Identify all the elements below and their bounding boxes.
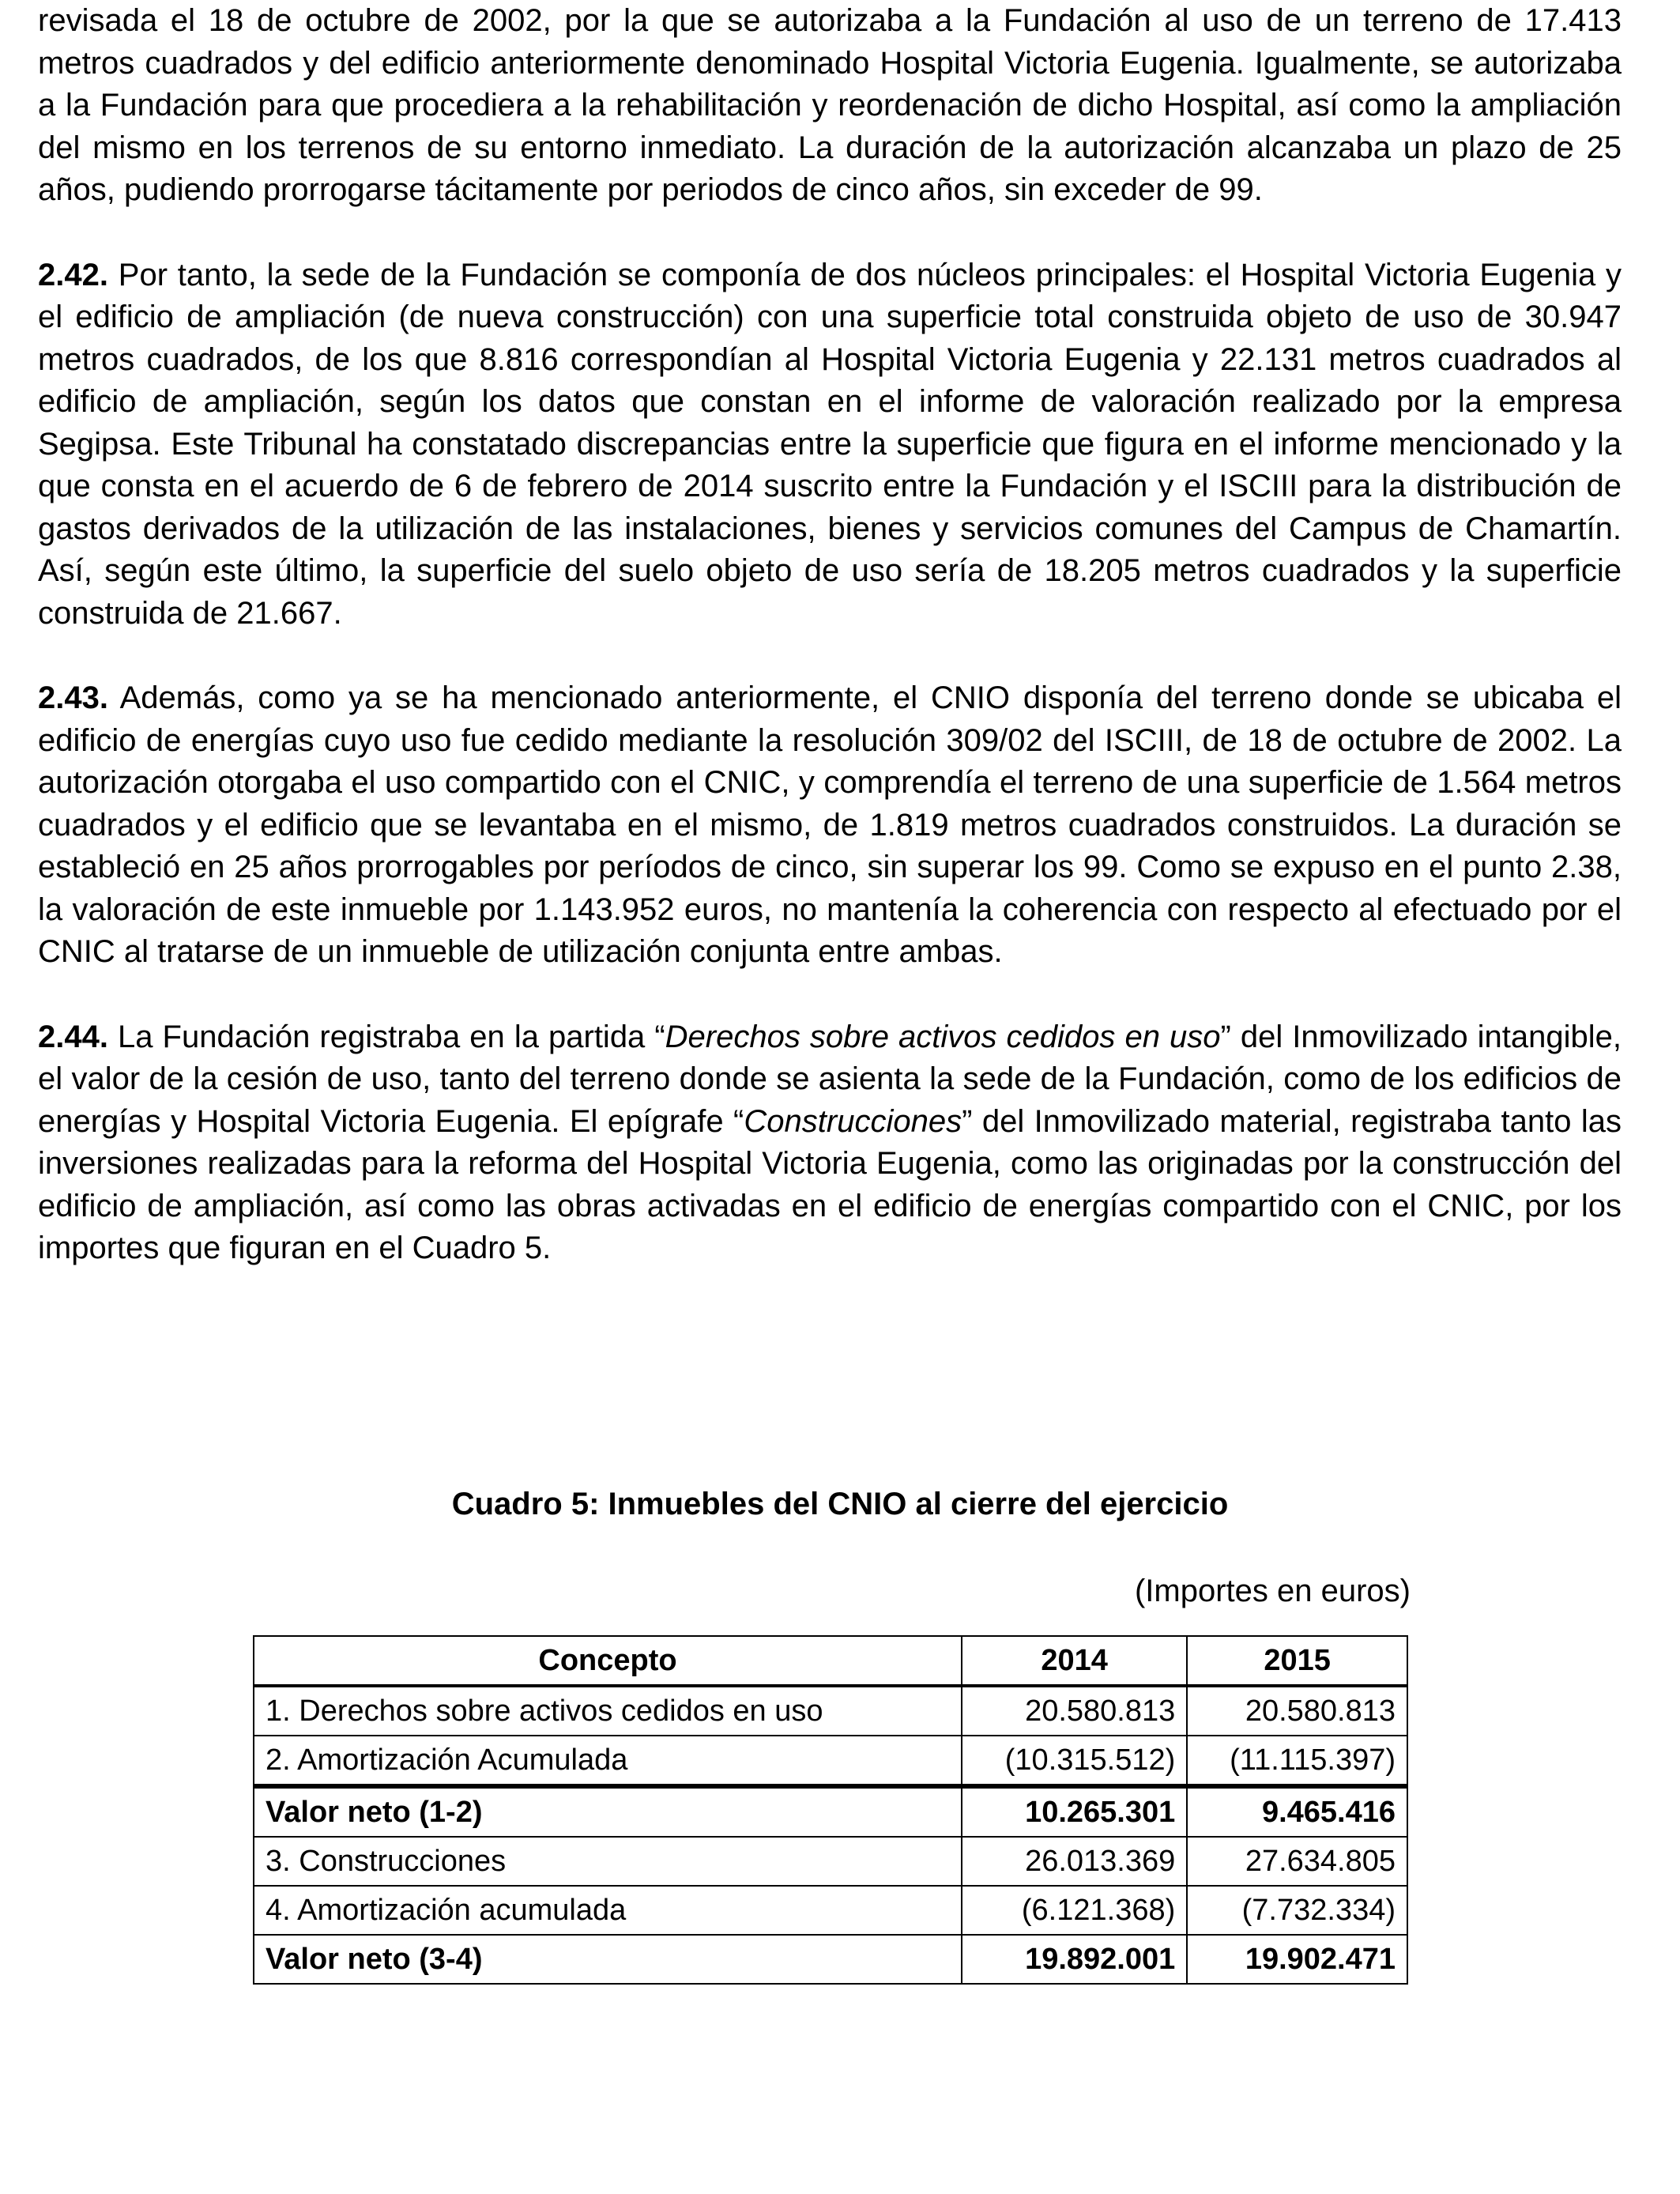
row-concept: 3. Construcciones [254,1837,962,1886]
table-row [254,1837,1407,1886]
row-value-2014: 20.580.813 [962,1686,1187,1736]
row-value-2015: (7.732.334) [1187,1886,1407,1935]
table-row-subtotal [254,1786,1407,1837]
row-value-2014: (6.121.368) [962,1886,1187,1935]
table-header-row [254,1636,1407,1686]
table-row [254,1686,1407,1736]
row-value-2015: (11.115.397) [1187,1736,1407,1786]
table-row-subtotal [254,1935,1407,1984]
paragraph-text: Por tanto, la sede de la Fundación se componía de dos núcleos principales: el Hospital Victoria Eugenia y el edificio de ampliación (de nueva construcción) con una superficie total construida objeto de uso de 30.947 metros cuadrados, de los que 8.816 correspondían al Hospital Victoria Eugenia y 22.131 metros cuadrados al edificio de ampliación, según los datos que constan en el informe de valoración realizado por la empresa Segipsa. Este Tribunal ha constatado discrepancias entre la superficie que figura en el informe mencionado y la que consta en el acuerdo de 6 de febrero de 2014 suscrito entre la Fundación y el ISCIII para la distribución de gastos derivados de la utilización de las instalaciones, bienes y servicios comunes del Campus de Chamartín. Así, según este último, la superficie del suelo objeto de uso sería de 18.205 metros cuadrados y la superficie construida de 21.667. [38,257,1622,631]
table-units-note: (Importes en euros) [1134,1574,1411,1608]
row-concept: Valor neto (1-2) [254,1786,962,1837]
row-concept: 2. Amortización Acumulada [254,1736,962,1786]
row-value-2015: 20.580.813 [1187,1686,1407,1736]
row-value-2014: 19.892.001 [962,1935,1187,1984]
paragraph-text: revisada el 18 de octubre de 2002, por la que se autorizaba a la Fundación al uso de un terreno de 17.413 metros cuadrados y del edificio anteriormente denominado Hospital Victoria Eugenia. Igualmente, se autorizaba a la Fundación para que procediera a la rehabilitación y reordenación de dicho Hospital, así como la ampliación del mismo en los terrenos de su entorno inmediato. La duración de la autorización alcanzaba un plazo de 25 años, pudiendo prorrogarse tácitamente por periodos de cinco años, sin exceder de 99. [38,3,1622,207]
row-value-2015: 27.634.805 [1187,1837,1407,1886]
paragraph-2-43 [38,677,1622,974]
row-concept: Valor neto (3-4) [254,1935,962,1984]
row-value-2015: 9.465.416 [1187,1786,1407,1837]
table-title-text: Cuadro 5: Inmuebles del CNIO al cierre del ejercicio [451,1487,1229,1521]
paragraph-text-part: ” del Inmovilizado material, registraba tanto las inversiones realizadas para la reforma del Hospital Victoria Eugenia, como las originadas por la construcción del edificio de ampliación, así como las obras activadas en el edificio de energías compartido con el CNIC, por los importes que figuran en el Cuadro 5. [38,1103,1622,1265]
table-row [254,1736,1407,1786]
row-concept: 1. Derechos sobre activos cedidos en uso [254,1686,962,1736]
row-value-2015: 19.902.471 [1187,1935,1407,1984]
paragraph-text-part: ” del Inmovilizado intangible, el valor de la cesión de uso, tanto del terreno donde se asienta la sede de la Fundación, como de los edificios de energías y Hospital Victoria Eugenia. El epígrafe “ [38,1019,1622,1139]
table-row [254,1886,1407,1935]
paragraph-continued [38,0,1622,212]
header-2014: 2014 [962,1636,1187,1686]
paragraph-2-42 [38,254,1622,635]
row-value-2014: 10.265.301 [962,1786,1187,1837]
paragraph-text-part: La Fundación registraba en la partida “ [118,1019,665,1054]
table-title [0,1484,1680,1524]
paragraph-number: 2.42. [38,257,108,292]
paragraph-2-44 [38,1016,1622,1270]
header-2015: 2015 [1187,1636,1407,1686]
paragraph-italic-term: Derechos sobre activos cedidos en uso [665,1019,1221,1054]
paragraph-italic-term: Construcciones [744,1103,962,1139]
paragraph-number: 2.43. [38,680,108,715]
row-concept: 4. Amortización acumulada [254,1886,962,1935]
header-concepto: Concepto [254,1636,962,1686]
properties-table [253,1635,1408,1985]
paragraph-number: 2.44. [38,1019,108,1054]
row-value-2014: 26.013.369 [962,1837,1187,1886]
row-value-2014: (10.315.512) [962,1736,1187,1786]
document-body [38,0,1622,1270]
paragraph-text: Además, como ya se ha mencionado anteriormente, el CNIO disponía del terreno donde se ubicaba el edificio de energías cuyo uso fue cedido mediante la resolución 309/02 del ISCIII, de 18 de octubre de 2002. La autorización otorgaba el uso compartido con el CNIC, y comprendía el terreno de una superficie de 1.564 metros cuadrados y el edificio que se levantaba en el mismo, de 1.819 metros cuadrados construidos. La duración se estableció en 25 años prorrogables por períodos de cinco, sin superar los 99. Como se expuso en el punto 2.38, la valoración de este inmueble por 1.143.952 euros, no mantenía la coherencia con respecto al efectuado por el CNIC al tratarse de un inmueble de utilización conjunta entre ambas. [38,680,1622,969]
